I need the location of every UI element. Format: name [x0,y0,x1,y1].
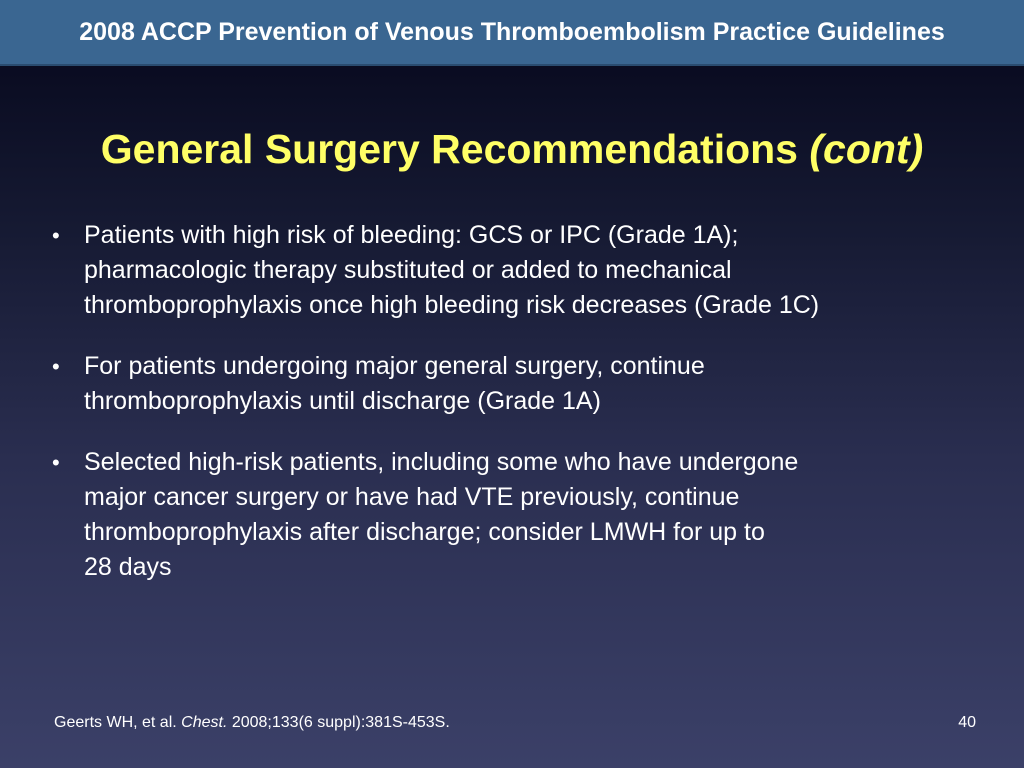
bullet-line: Selected high-risk patients, including some who have undergone [84,448,799,476]
header-band [0,0,1024,66]
slide-number: 40 [958,714,976,731]
bullet-item [52,445,972,585]
bullet-dot-icon: • [52,450,60,475]
slide-title [0,126,1024,173]
bullet-line: thromboprophylaxis until discharge (Grade 1A) [84,387,601,415]
slide-title-main: General Surgery Recommendations [100,126,810,172]
bullet-item [52,349,972,419]
bullet-list [52,218,972,611]
header-title: 2008 ACCP Prevention of Venous Thromboembolism Practice Guidelines [79,18,945,46]
bullet-dot-icon: • [52,354,60,379]
slide-title-italic: (cont) [809,126,924,172]
footer-citation [54,714,450,732]
bullet-item [52,218,972,323]
bullet-line: For patients undergoing major general surgery, continue [84,352,705,380]
bullet-line: thromboprophylaxis once high bleeding risk decreases (Grade 1C) [84,291,820,319]
bullet-line: thromboprophylaxis after discharge; consider LMWH for up to [84,518,765,546]
bullet-line: major cancer surgery or have had VTE previously, continue [84,483,740,511]
bullet-dot-icon: • [52,223,60,248]
bullet-line: Patients with high risk of bleeding: GCS or IPC (Grade 1A); [84,221,739,249]
bullet-line: 28 days [84,553,172,581]
citation-authors: Geerts WH, et al. [54,714,182,731]
citation-details: 2008;133(6 suppl):381S-453S. [227,714,450,731]
bullet-line: pharmacologic therapy substituted or added to mechanical [84,256,732,284]
citation-journal: Chest. [181,714,228,731]
